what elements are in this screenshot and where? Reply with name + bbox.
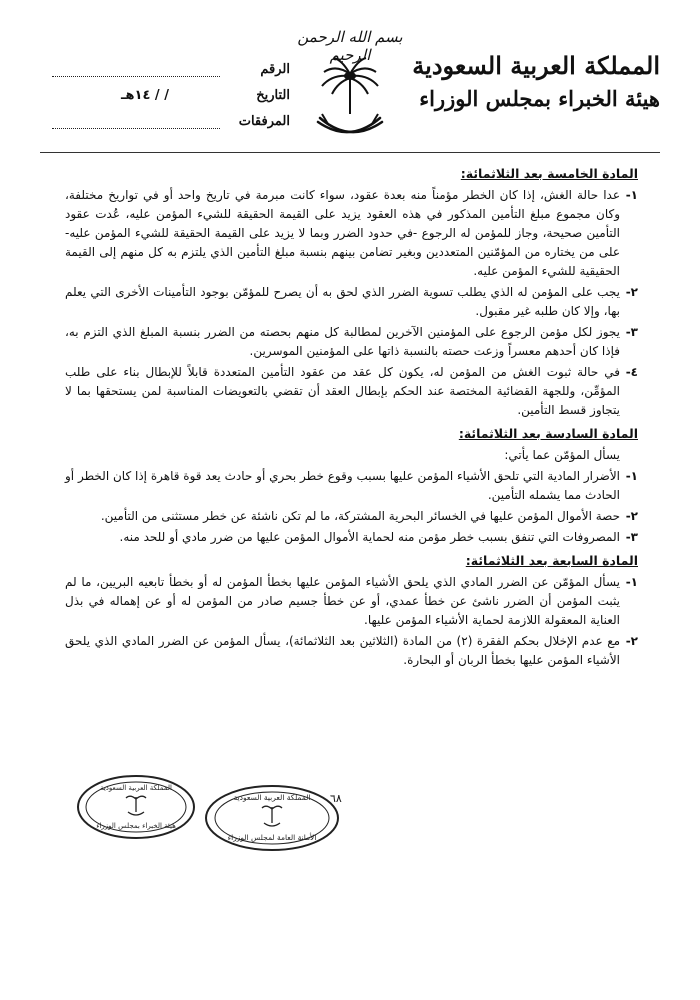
para-number: ١- xyxy=(625,575,638,589)
para-text: عدا حالة الغش، إذا كان الخطر مؤمناً منه بعدة عقود، سواء كانت مبرمة في تاريخ واحد أو في تواريخ مختلفة، وكان مجموع مبلغ التأمين المذكور في هذه العقود يزيد على القيمة الحقيقة للشيء المؤمن عليه، عُدت عقود التأمين صحيحة، وجاز للمؤمن له الرجوع -في حدود الضرر وبما لا يزيد على القيمة الحقيقة للشيء المؤمن عليه- على من يختاره من المؤمّنين المتعددين وبغير تضامن بينهم بنسبة مبلغ التأمين الذي يلتزم به كل منهم إلى القيمة الحقيقية للشيء المؤمن عليه. xyxy=(65,188,620,278)
stamp-line-1: المملكة العربية السعودية xyxy=(100,784,172,792)
article-307-para-1 xyxy=(65,573,638,630)
para-number: ٤- xyxy=(625,365,638,379)
stamp-emblem-icon xyxy=(262,806,282,826)
document-body xyxy=(65,162,638,672)
para-text: في حالة ثبوت الغش من المؤمن له، يكون كل عقد من عقود التأمين المتعددة قابلاً للإبطال بناء على طلب المؤمِّن، وللجهة القضائية المختصة عند الحكم بإبطال العقد أن تقضي بالتعويضات المناسبة لمن يستحقها بما لا يتجاوز قسط التأمين. xyxy=(65,365,620,417)
page-number: ٦٨ xyxy=(330,792,342,805)
ref-number-label: الرقم xyxy=(260,62,290,77)
official-stamp-experts xyxy=(74,772,198,842)
article-305-para-2 xyxy=(65,283,638,321)
para-text: يجب على المؤمن له الذي يطلب تسوية الضرر الذي لحق به أن يصرح للمؤمّن بوجود التأمينات الأخرى التي يعلم بها، وإلا كان طلبه غير مقبول. xyxy=(65,285,620,318)
article-305-para-3 xyxy=(65,323,638,361)
article-306-intro: يسأل المؤمّن عما يأتي: xyxy=(504,448,620,462)
para-number: ٢- xyxy=(625,634,638,648)
para-text: مع عدم الإخلال بحكم الفقرة (٢) من المادة (الثلاثين بعد الثلاثمائة)، يسأل المؤمن عن الضرر المادي الذي يلحق الأشياء المؤمن عليها بخطأ الربان أو البحارة. xyxy=(65,634,621,667)
basmala: بسم الله الرحمن الرحيم xyxy=(297,28,403,64)
para-text: المصروفات التي تنفق بسبب خطر مؤمن منه لحماية الأموال المؤمن عليها من ضرر مادي أو للحد منه. xyxy=(119,530,620,544)
stamp-emblem-icon xyxy=(126,796,146,815)
date-format: / / ١٤هـ xyxy=(121,88,169,103)
article-305-para-1 xyxy=(65,186,638,281)
stamp-line-2: الأمانة العامة لمجلس الوزراء xyxy=(227,833,317,842)
para-number: ٢- xyxy=(625,509,638,523)
attachments-line xyxy=(52,128,220,129)
header-divider xyxy=(40,152,660,153)
palm-and-swords-emblem xyxy=(312,52,388,144)
stamp-line-2: هيئة الخبراء بمجلس الوزراء xyxy=(96,822,176,830)
article-306-para-2 xyxy=(65,507,638,526)
agency-title: هيئة الخبراء بمجلس الوزراء xyxy=(419,86,660,111)
para-text: حصة الأموال المؤمن عليها في الخسائر البحرية المشتركة، ما لم تكن ناشئة عن خطر مستثنى من التأمين. xyxy=(100,509,620,523)
para-number: ٣- xyxy=(625,530,638,544)
kingdom-title: المملكة العربية السعودية xyxy=(412,51,660,80)
para-number: ١- xyxy=(625,469,638,483)
article-306-para-1 xyxy=(65,467,638,505)
ref-number-row xyxy=(40,62,290,88)
article-305-para-4 xyxy=(65,363,638,420)
para-number: ١- xyxy=(625,188,638,202)
date-row xyxy=(40,88,290,114)
official-stamp-cabinet xyxy=(202,782,342,854)
para-text: يجوز لكل مؤمن الرجوع على المؤمنين الآخرين لمطالبة كل منهم بحصته من الضرر بنسبة المبلغ الذي التزم به، فإذا كان أحدهم معسراً وزعت حصته بالنسبة ذاتها على المؤمنين الموسرين. xyxy=(65,325,620,358)
article-306-para-3 xyxy=(65,528,638,547)
para-number: ٣- xyxy=(625,325,638,339)
reference-block xyxy=(40,62,290,140)
para-number: ٢- xyxy=(625,285,638,299)
stamp-line-1: المملكة العربية السعودية xyxy=(233,793,311,802)
article-306-heading: المادة السادسة بعد الثلاثمائة: xyxy=(458,426,638,441)
article-307-para-2 xyxy=(65,632,638,670)
para-text: الأضرار المادية التي تلحق الأشياء المؤمن عليها بسبب وقوع خطر بحري أو حادث يعد قوة قاهرة إذا كان الخطر أو الحادث مما يشمله التأمين. xyxy=(65,469,620,502)
attachments-row xyxy=(40,114,290,140)
article-307-heading: المادة السابعة بعد الثلاثمائة: xyxy=(465,553,638,568)
date-label: التاريخ xyxy=(256,88,290,103)
article-305-heading: المادة الخامسة بعد الثلاثمائة: xyxy=(460,166,638,181)
ref-number-line xyxy=(52,76,220,77)
para-text: يسأل المؤمّن عن الضرر المادي الذي يلحق الأشياء المؤمن عليها بخطأ المؤمن له أو بخطأ تابعيه البريين، ما لم يثبت المؤمن أن الضرر ناشئ عن خطأ عمدي، أو عن خطأ جسيم صادر من المؤمن له أو عن إهماله في بذل العناية المعقولة اللازمة لحماية الأشياء المؤمن عليها. xyxy=(65,575,620,627)
attachments-label: المرفقات xyxy=(238,114,290,129)
